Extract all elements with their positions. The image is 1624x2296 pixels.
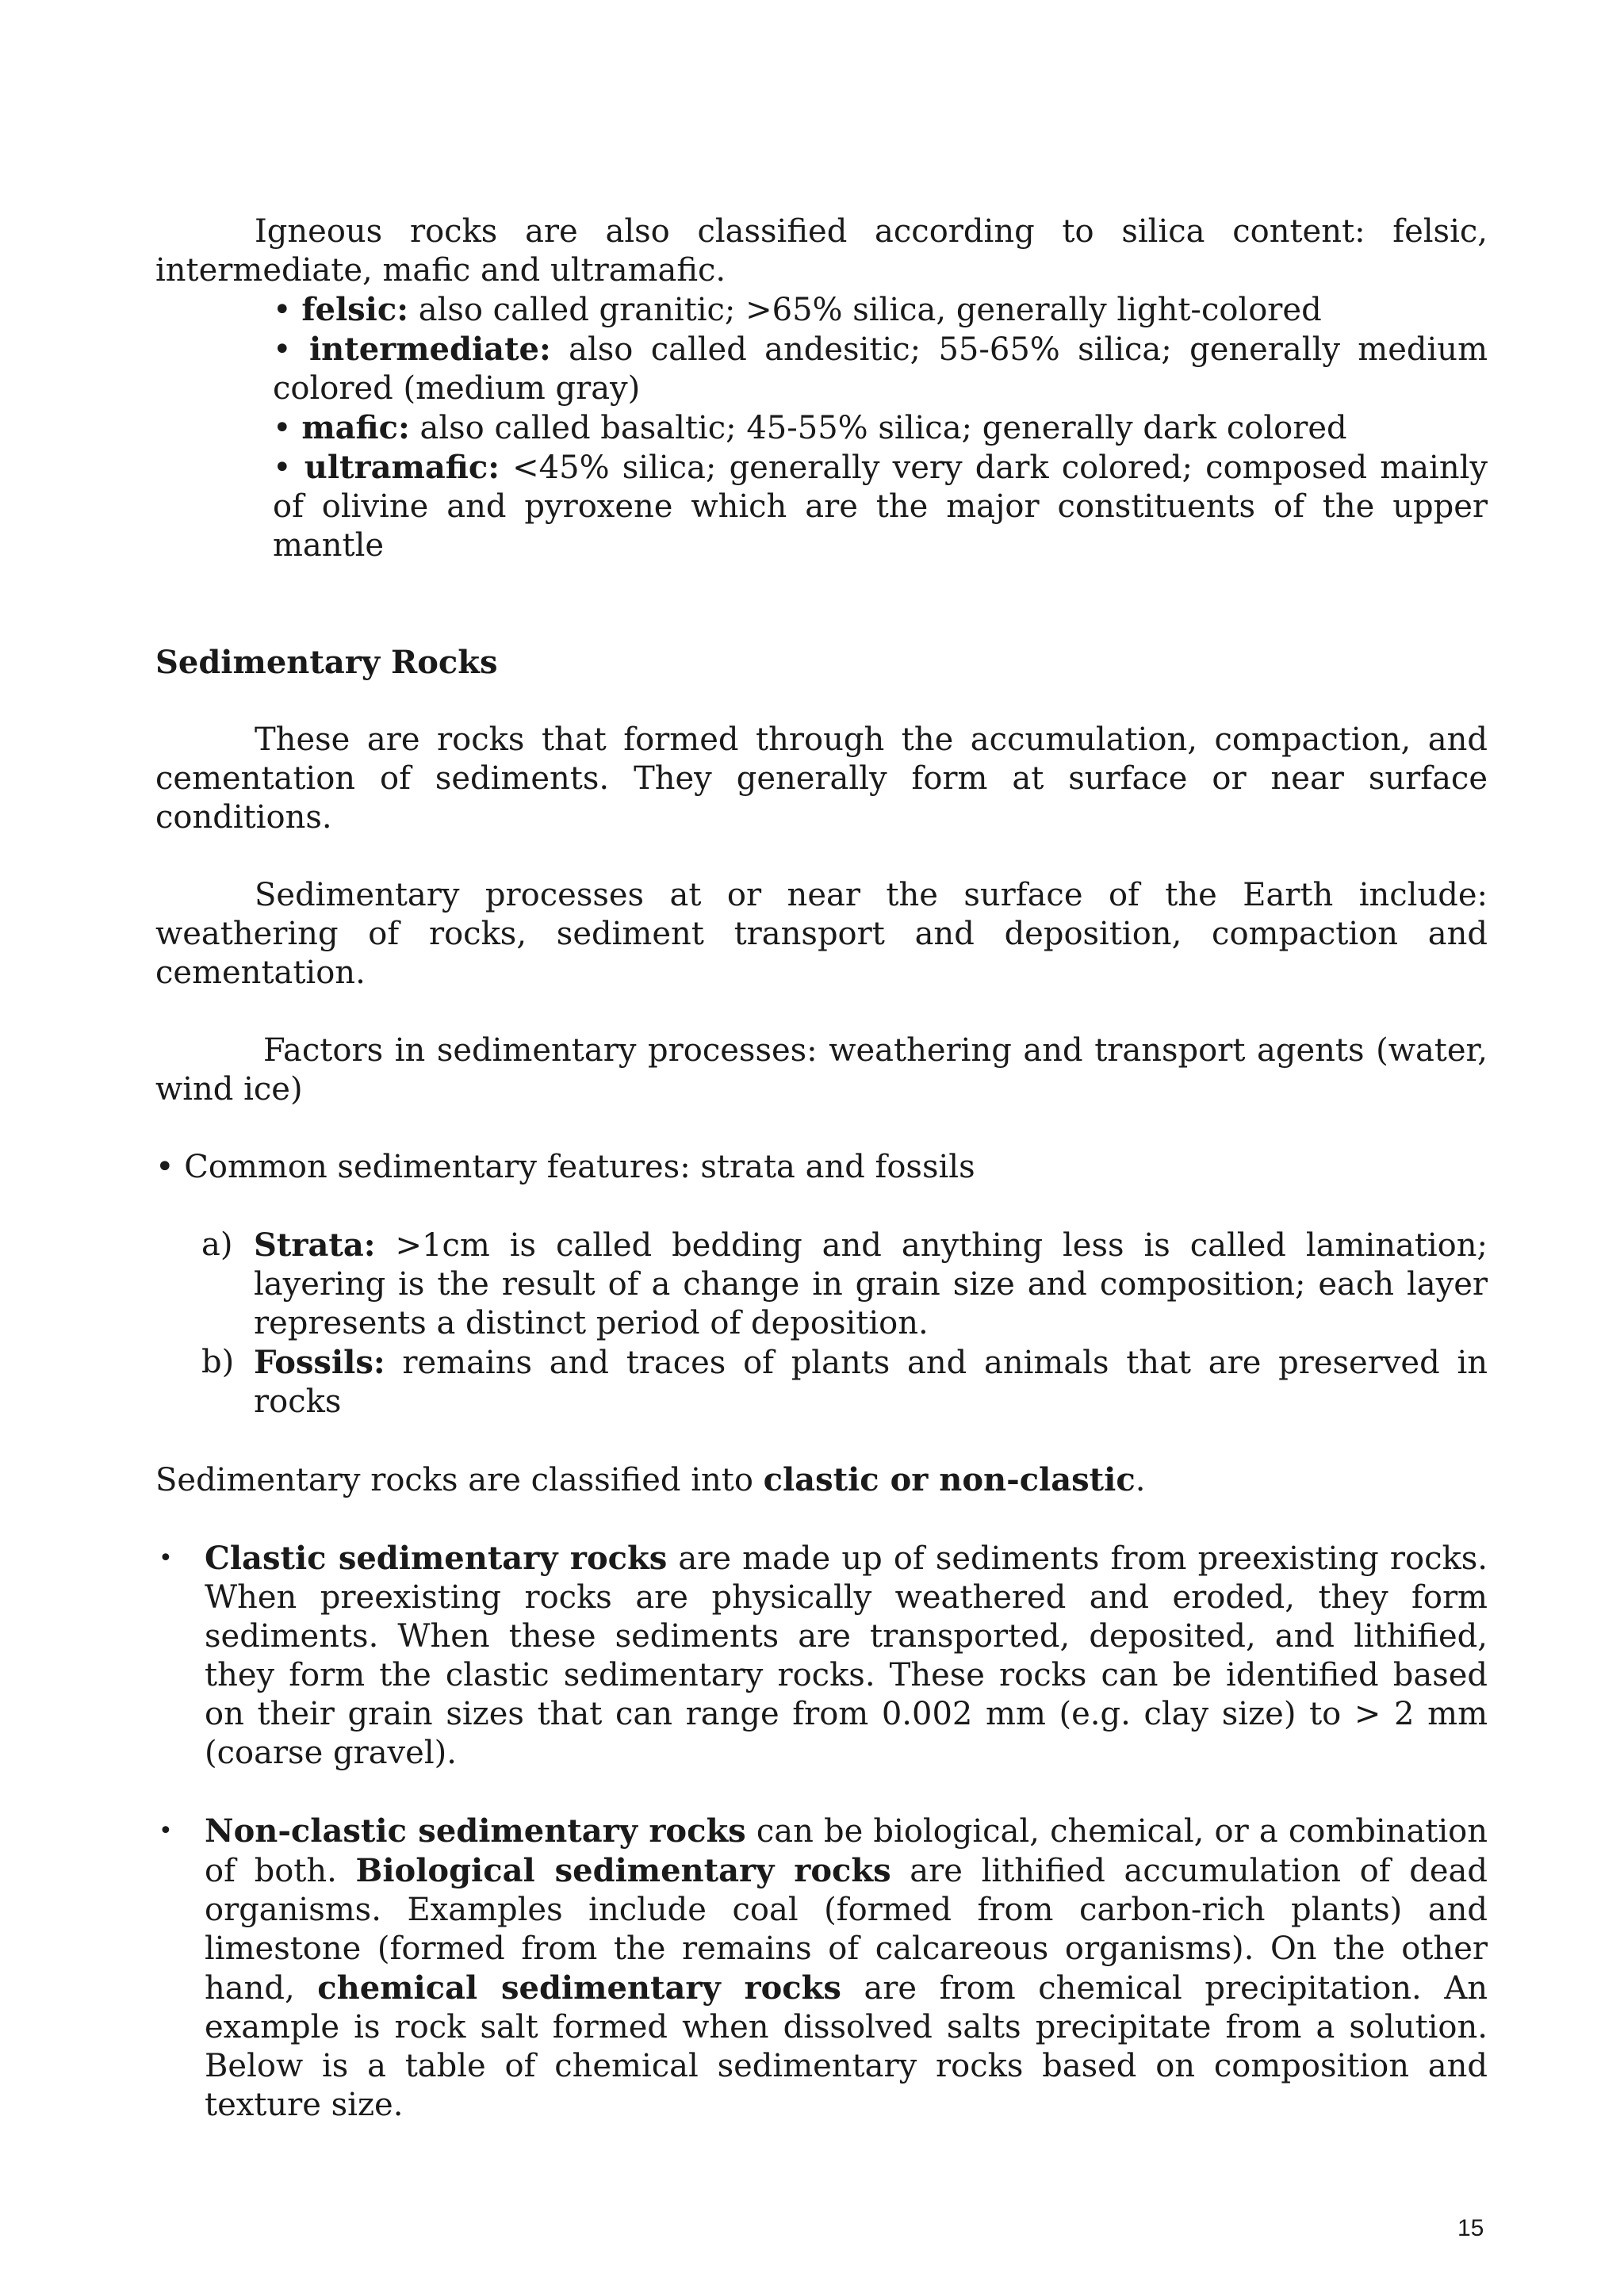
term-fossils: Fossils: (254, 1344, 385, 1381)
list-item-intermediate (273, 330, 1488, 408)
term-clastic: Clastic sedimentary rocks (205, 1540, 668, 1577)
term-felsic: felsic: (301, 291, 408, 328)
definition-felsic: also called granitic; >65% silica, generally light-colored (408, 292, 1322, 328)
term-mafic: mafic: (301, 409, 410, 446)
classification-types: clastic or non-clastic (763, 1461, 1136, 1498)
definition-fossils: remains and traces of plants and animals that are preserved in rocks (254, 1345, 1488, 1420)
bullet-glyph: • (273, 410, 292, 446)
list-item-felsic (273, 290, 1488, 330)
page-number: 15 (1457, 2215, 1484, 2241)
bullet-glyph: • (273, 450, 292, 486)
classification-prefix: Sedimentary rocks are classified into (155, 1462, 764, 1498)
sedimentary-factors-paragraph: Factors in sedimentary processes: weathering and transport agents (water, wind ice) (155, 1032, 1488, 1108)
sedimentary-features-list (155, 1226, 1488, 1422)
list-item-ultramafic (273, 448, 1488, 565)
list-item-strata (201, 1226, 1488, 1343)
list-item-nonclastic (159, 1812, 1488, 2125)
term-chemical: chemical sedimentary rocks (317, 1969, 841, 2007)
document-page (155, 212, 1488, 2125)
list-item-mafic (273, 408, 1488, 448)
sedimentary-definition-paragraph: These are rocks that formed through the accumulation, compaction, and cementation of sediments. They generally form at surface or near surface conditions. (155, 721, 1488, 836)
list-item-fossils (201, 1343, 1488, 1422)
term-biological: Biological sedimentary rocks (355, 1852, 891, 1889)
rock-type-list (155, 1539, 1488, 2125)
sedimentary-processes-paragraph: Sedimentary processes at or near the surface of the Earth include: weathering of rocks, sediment transport and deposition, compaction and cementation. (155, 877, 1488, 991)
bullet-glyph: • (159, 1544, 173, 1572)
classification-suffix: . (1135, 1462, 1146, 1498)
term-ultramafic: ultramafic: (304, 449, 500, 486)
definition-nonclastic-2: are lithified accumulation of dead organisms. Examples include coal (formed from carbon-rich plants) and limestone (formed from the remains of calcareous organisms). On the other hand, (205, 1853, 1488, 2007)
bullet-glyph: • (273, 331, 292, 368)
definition-ultramafic: <45% silica; generally very dark colored; composed mainly of olivine and pyroxene which are the major constituents of the upper mantle (273, 450, 1488, 564)
definition-clastic: are made up of sediments from preexisting rocks. When preexisting rocks are physically weathered and eroded, they form sediments. When these sediments are transported, deposited, and lithified, they form the clastic sedimentary rocks. These rocks can be identified based on their grain sizes that can range from 0.002 mm (e.g. clay size) to > 2 mm (coarse gravel). (205, 1540, 1488, 1771)
term-nonclastic: Non-clastic sedimentary rocks (205, 1812, 746, 1850)
definition-intermediate: also called andesitic; 55-65% silica; generally medium colored (medium gray) (273, 331, 1488, 407)
list-marker-b: b) (201, 1344, 235, 1380)
list-item-clastic (159, 1539, 1488, 1773)
list-marker-a: a) (201, 1226, 233, 1263)
definition-nonclastic-1: can be biological, chemical, or a combination of both. (205, 1813, 1488, 1889)
section-heading: Sedimentary Rocks (155, 644, 498, 681)
igneous-intro-paragraph: Igneous rocks are also classified according to silica content: felsic, intermediate, mafic and ultramafic. (155, 213, 1488, 289)
sedimentary-features-line: • Common sedimentary features: strata and fossils (155, 1149, 975, 1185)
term-strata: Strata: (254, 1226, 376, 1264)
classification-sentence (155, 1460, 1488, 1500)
definition-nonclastic-3: are from chemical precipitation. An example is rock salt formed when dissolved salts precipitate from a solution. Below is a table of chemical sedimentary rocks based on composition and texture size. (205, 1970, 1488, 2123)
silica-classification-list (155, 290, 1488, 565)
definition-strata: >1cm is called bedding and anything less is called lamination; layering is the result of a change in grain size and composition; each layer represents a distinct period of deposition. (254, 1227, 1488, 1341)
term-intermediate: intermediate: (308, 331, 551, 368)
bullet-glyph: • (159, 1817, 173, 1845)
bullet-glyph: • (273, 292, 292, 328)
definition-mafic: also called basaltic; 45-55% silica; generally dark colored (409, 410, 1347, 446)
